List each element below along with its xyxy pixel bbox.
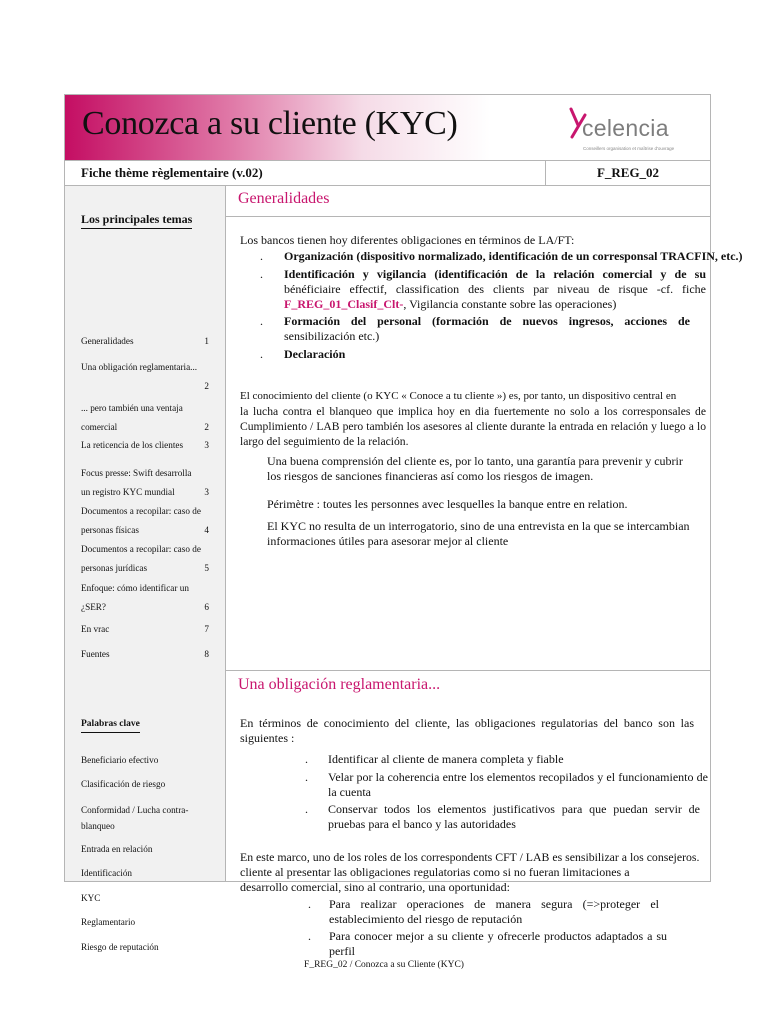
section-title-obligacion: Una obligación reglamentaria...: [238, 676, 441, 693]
keyword-item: Clasificación de riesgo: [81, 779, 166, 789]
subheader-bar: [65, 160, 710, 186]
bullet-marker: .: [308, 897, 311, 911]
toc-title: Los principales temas: [81, 212, 192, 229]
toc-item-generalidades[interactable]: [81, 332, 209, 351]
opportunity-bullet: Para realizar operaciones de manera segura (=>proteger el establecimiento del riesgo de reputación: [329, 897, 659, 926]
section1-kyc-entrevista: El KYC no resulta de un interrogatorio, sino de una entrevista en la que se intercambian informaciones útiles para asesorar mejor al cliente: [267, 519, 690, 548]
bullet-identificacion-bold: Identificación y vigilancia (identificación de la relación comercial y de su: [284, 267, 706, 281]
toc-item-page: 4: [204, 525, 209, 535]
logo-tagline: Conseillers organisation et maîtrise d'ouvrage: [583, 146, 675, 151]
bullet-marker: .: [308, 929, 311, 943]
keyword-item: KYC: [81, 893, 101, 903]
toc-item-label: Documentos a recopilar: caso de personas físicas: [81, 506, 201, 535]
obligation-bullet: Identificar al cliente de manera completa y fiable: [328, 752, 564, 766]
page-title: Conozca a su cliente (KYC): [82, 105, 458, 142]
toc-item-enfoque[interactable]: [81, 579, 209, 617]
toc-item-ventaja[interactable]: [81, 399, 209, 437]
section2-paragraph-line2: cliente al presentar las obligaciones regulatorias como si no fueran limitaciones a: [240, 865, 630, 879]
toc-item-label: En vrac: [81, 624, 110, 634]
section-divider: [226, 670, 710, 671]
bullet-marker: .: [305, 752, 308, 766]
keyword-item: Identificación: [81, 868, 133, 878]
section2-paragraph-line1: En este marco, uno de los roles de los correspondents CFT / LAB es sensibilizar a los consejeros.: [240, 850, 700, 864]
toc-item-page: 6: [204, 602, 209, 612]
bullet-identificacion: [284, 267, 706, 312]
bullet-declaracion: Declaración: [284, 347, 346, 361]
logo-text: celencia: [582, 115, 669, 141]
toc-item-fuentes[interactable]: [81, 645, 209, 664]
toc-item-label: La reticencia de los clientes: [81, 440, 184, 450]
bullet-marker: .: [260, 267, 263, 281]
toc-item-label: Una obligación reglamentaria...: [81, 362, 198, 372]
toc-item-label: ... pero también una ventaja comercial: [81, 403, 183, 432]
toc-item-page: 5: [204, 563, 209, 573]
keyword-item: Beneficiario efectivo: [81, 755, 159, 765]
section-divider: [226, 216, 710, 217]
document-frame: [64, 94, 743, 958]
header-banner: [65, 95, 710, 160]
toc-item-page: 1: [204, 336, 209, 346]
main-content: [226, 186, 743, 958]
toc-item-label: Fuentes: [81, 649, 110, 659]
keyword-item: Entrada en relación: [81, 844, 153, 854]
bullet-identificacion-tail: , Vigilancia constante sobre las operaciones): [403, 297, 617, 311]
toc-item-reticencia[interactable]: [81, 436, 209, 455]
section1-perimetre: Périmètre : toutes les personnes avec lesquelles la banque entre en relation.: [267, 497, 628, 511]
toc-item-page: 3: [204, 487, 209, 497]
fiche-link[interactable]: F_REG_01_Clasif_Clt-: [284, 297, 404, 311]
celencia-logo: [568, 103, 698, 155]
sheet-type: Fiche thème règlementaire (v.02): [81, 165, 263, 180]
section1-paragraph-line1: El conocimiento del cliente (o KYC « Conoce a tu cliente ») es, por tanto, un dispositivo central en: [240, 390, 677, 402]
toc-item-page: 7: [204, 624, 209, 634]
obligation-bullet: Conservar todos los elementos justificativos para que puedan servir de pruebas para el banco y las autoridades: [328, 802, 700, 831]
toc-item-page: 2: [204, 381, 209, 391]
section2-intro: En términos de conocimiento del cliente, las obligaciones regulatorias del banco son las siguientes :: [240, 716, 694, 745]
sheet-code: F_REG_02: [596, 165, 660, 180]
bullet-formacion-bold: Formación del personal (formación de nuevos ingresos, acciones de: [284, 314, 690, 328]
keyword-item: Reglamentario: [81, 917, 136, 927]
toc-item-label: Focus presse: Swift desarrolla un registro KYC mundial: [81, 468, 192, 497]
section-title-generalidades: Generalidades: [238, 190, 330, 207]
opportunity-bullet: Para conocer mejor a su cliente y ofrecerle productos adaptados a su perfil: [329, 929, 667, 958]
section2-paragraph-line3: desarrollo comercial, sino al contrario, una oportunidad:: [240, 880, 510, 894]
keyword-item: Riesgo de reputación: [81, 942, 159, 952]
sidebar: [65, 186, 226, 952]
toc-item-page: 3: [204, 440, 209, 450]
toc-item-label: Generalidades: [81, 336, 134, 346]
toc-item-personas-juridicas[interactable]: [81, 540, 209, 578]
section1-intro: Los bancos tienen hoy diferentes obligaciones en términos de LA/FT:: [240, 233, 575, 247]
section1-paragraph: la lucha contra el blanqueo que implica hoy en dia fuertemente no solo a los corresponsales de Cumplimiento / LAB pero también los asesores al cliente durante la entrada en relación y luego a lo largo del seguimiento de la relación.: [240, 405, 706, 448]
toc-item-label: Enfoque: cómo identificar un ¿SER?: [81, 583, 189, 612]
keyword-item: Conformidad / Lucha contra-blanqueo: [81, 805, 189, 831]
toc-item-obligacion[interactable]: [81, 358, 209, 396]
bullet-marker: .: [260, 249, 263, 263]
bullet-marker: .: [260, 314, 263, 328]
bullet-marker: .: [305, 802, 308, 816]
toc-item-label: Documentos a recopilar: caso de personas jurídicas: [81, 544, 201, 573]
toc-item-en-vrac[interactable]: [81, 620, 209, 639]
toc-item-page: 8: [204, 649, 209, 659]
bullet-marker: .: [260, 347, 263, 361]
toc-item-page: 2: [204, 422, 209, 432]
bullet-marker: .: [305, 770, 308, 784]
bullet-formacion-text: sensibilización etc.): [284, 329, 380, 343]
obligation-bullet: Velar por la coherencia entre los elementos recopilados y el funcionamiento de la cuenta: [328, 770, 708, 799]
section1-comprension: Una buena comprensión del cliente es, por lo tanto, una garantía para prevenir y cubrir los riesgos de sanciones financieras así como los riesgos de imagen.: [267, 454, 683, 483]
toc-item-swift[interactable]: [81, 464, 209, 502]
keywords-title: Palabras clave: [81, 719, 140, 733]
toc-item-personas-fisicas[interactable]: [81, 502, 209, 540]
bullet-identificacion-text: bénéficiaire effectif, classification des clients par niveau de risque -cf. fiche: [284, 282, 706, 296]
bullet-formacion: [284, 314, 690, 344]
page-footer: F_REG_02 / Conozca a su Cliente (KYC): [304, 960, 464, 970]
bullet-organizacion: Organización (dispositivo normalizado, identificación de un corresponsal TRACFIN, etc.): [284, 249, 743, 263]
